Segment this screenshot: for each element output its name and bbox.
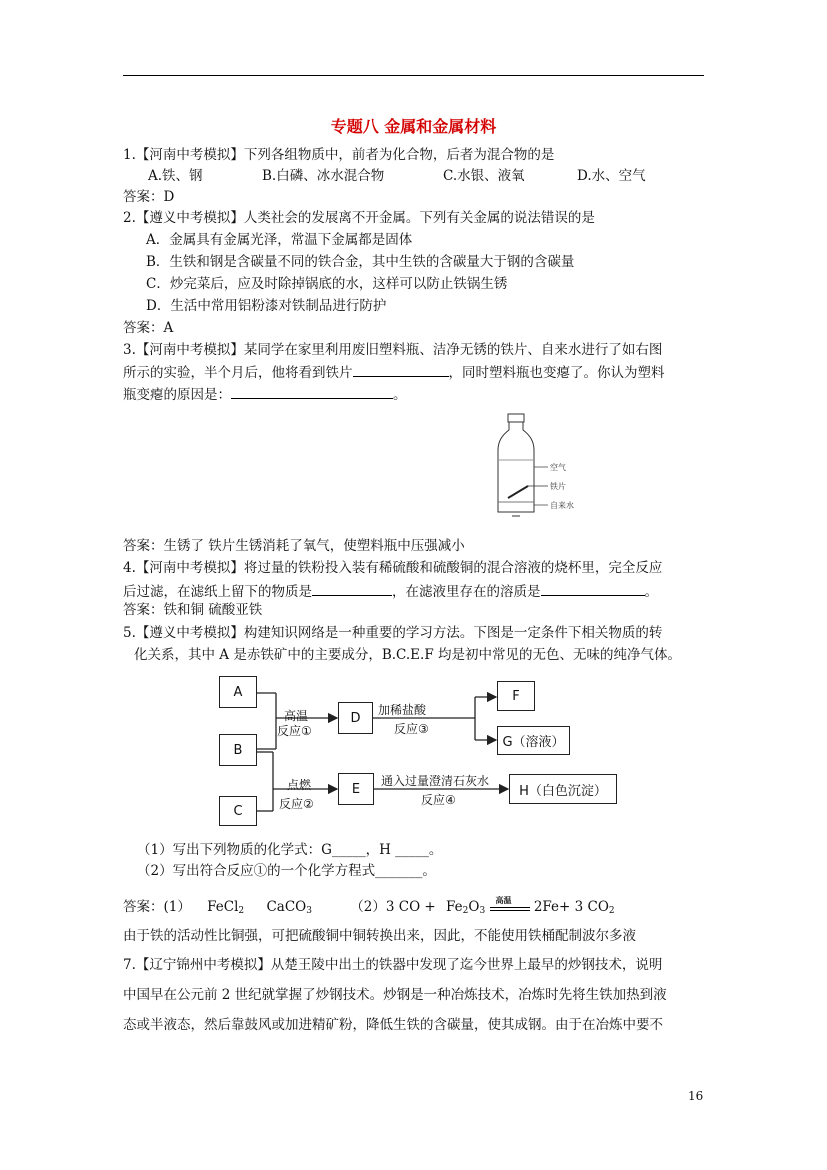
q5-line1: 5.【遵义中考模拟】构建知识网络是一种重要的学习方法。下图是一定条件下相关物质的转 [123,625,663,641]
q2-option-b: B．生铁和钢是含碳量不同的铁合金，其中生铁的含碳量大于钢的含碳量 [146,254,575,270]
label-r4-top: 通入过量澄清石灰水 [381,774,490,788]
q5-answer-products: 2Fe+ 3 $CO_2$ [533,899,615,916]
q2-option-a: A．金属具有金属光泽，常温下金属都是固体 [146,232,413,248]
q5-answer-g: FeCl$_2$ [207,899,245,916]
q4-line2-start: 后过滤，在滤纸上留下的物质是 [123,584,312,600]
q2-option-d: D．生活中常用铝粉漆对铁制品进行防护 [146,298,387,314]
box-a: A [219,676,257,708]
label-iron: 铁片 [550,482,566,491]
q1-option-c: C.水银、液氧 [443,168,525,184]
box-h: H（白色沉淀） [509,774,617,804]
q3-answer: 答案：生锈了 铁片生锈消耗了氧气，使塑料瓶中压强减小 [123,538,465,554]
label-air: 空气 [550,463,566,472]
q7-line3: 态或半液态，然后靠鼓风或加进精矿粉，降低生铁的含碳量，使其成钢。由于在冶炼中要不 [123,1017,663,1033]
q7-line2: 中国早在公元前 2 世纪就掌握了炒钢技术。炒钢是一种冶炼技术，冶炼时先将生铁加热到液 [123,987,667,1003]
label-r4-bottom: 反应④ [421,793,456,807]
page-number: 16 [688,1089,704,1103]
q3-line3-start: 瓶变瘪的原因是： [123,387,231,403]
q4-line2-mid: ，在滤液里存在的溶质是 [392,584,541,600]
q5-sub1: （1）写出下列物质的化学式：G_____，H _____。 [137,842,443,858]
q5-answer-eq-prefix: （2）3 CO + [350,899,436,915]
q5-answer [123,894,615,920]
page-title: 专题八 金属和金属材料 [330,117,497,136]
q2-stem: 2.【遵义中考模拟】人类社会的发展离不开金属。下列有关金属的说法错误的是 [123,210,595,226]
q4-line1: 4.【河南中考模拟】将过量的铁粉投入装有稀硫酸和硫酸铜的混合溶液的烧杯里，完全反应 [123,560,663,576]
q1-option-d: D.水、空气 [577,168,646,184]
q5-answer-fe2o3: $Fe_2O_3$ [446,899,486,916]
q5-answer-prefix: 答案：(1） [123,899,191,915]
label-r3-top: 加稀盐酸 [378,703,427,717]
q2-option-c: C．炒完菜后，应及时除掉锅底的水，这样可以防止铁锅生锈 [146,276,508,292]
q4-answer: 答案：铁和铜 硫酸亚铁 [123,602,263,618]
label-tapwater: 自来水 [550,501,574,510]
q7-line1: 7.【辽宁锦州中考模拟】从楚王陵中出土的铁器中发现了迄今世界上最早的炒钢技术，说明 [123,957,663,973]
box-g: G（溶液） [497,726,570,755]
label-r2-bottom: 反应② [279,797,314,811]
q1-answer: 答案：D [123,189,175,205]
label-r1-bottom: 反应① [277,724,312,738]
q2-answer: 答案：A [123,320,174,336]
q3-line2-start: 所示的实验，半个月后，他将看到铁片 [123,365,353,381]
box-b: B [219,734,257,766]
q5-answer-condition-arrow: 高温 [490,905,530,911]
q3-line3-end: 。 [393,387,407,403]
q1-option-b: B.白磷、冰水混合物 [262,168,385,184]
label-r1-top: 高温 [284,709,309,723]
box-c: C [219,796,257,826]
q5-sub2: （2）写出符合反应①的一个化学方程式_______。 [137,863,436,879]
q4-line2-end: 。 [644,584,658,600]
q1-option-a: A.铁、钢 [148,168,203,184]
q3-line2-end: ，同时塑料瓶也变瘪了。你认为塑料 [448,365,665,381]
box-f: F [497,681,535,711]
q1-stem: 1.【河南中考模拟】下列各组物质中，前者为化合物，后者为混合物的是 [123,147,555,163]
label-r3-bottom: 反应③ [394,722,429,736]
q5-answer-h: CaCO$_3$ [266,899,312,916]
q5-line2: 化关系，其中 A 是赤铁矿中的主要成分，B.C.E.F 均是初中常见的无色、无味的纯净气体。 [134,647,681,663]
q6-tail: 由于铁的活动性比铜强，可把硫酸铜中铜转换出来，因此，不能使用铁桶配制波尔多液 [123,928,636,944]
label-r2-top: 点燃 [287,778,312,792]
box-d: D [338,702,373,734]
q3-line1: 3.【河南中考模拟】某同学在家里利用废旧塑料瓶、洁净无锈的铁片、自来水进行了如右图 [123,342,663,358]
box-e: E [338,773,374,805]
